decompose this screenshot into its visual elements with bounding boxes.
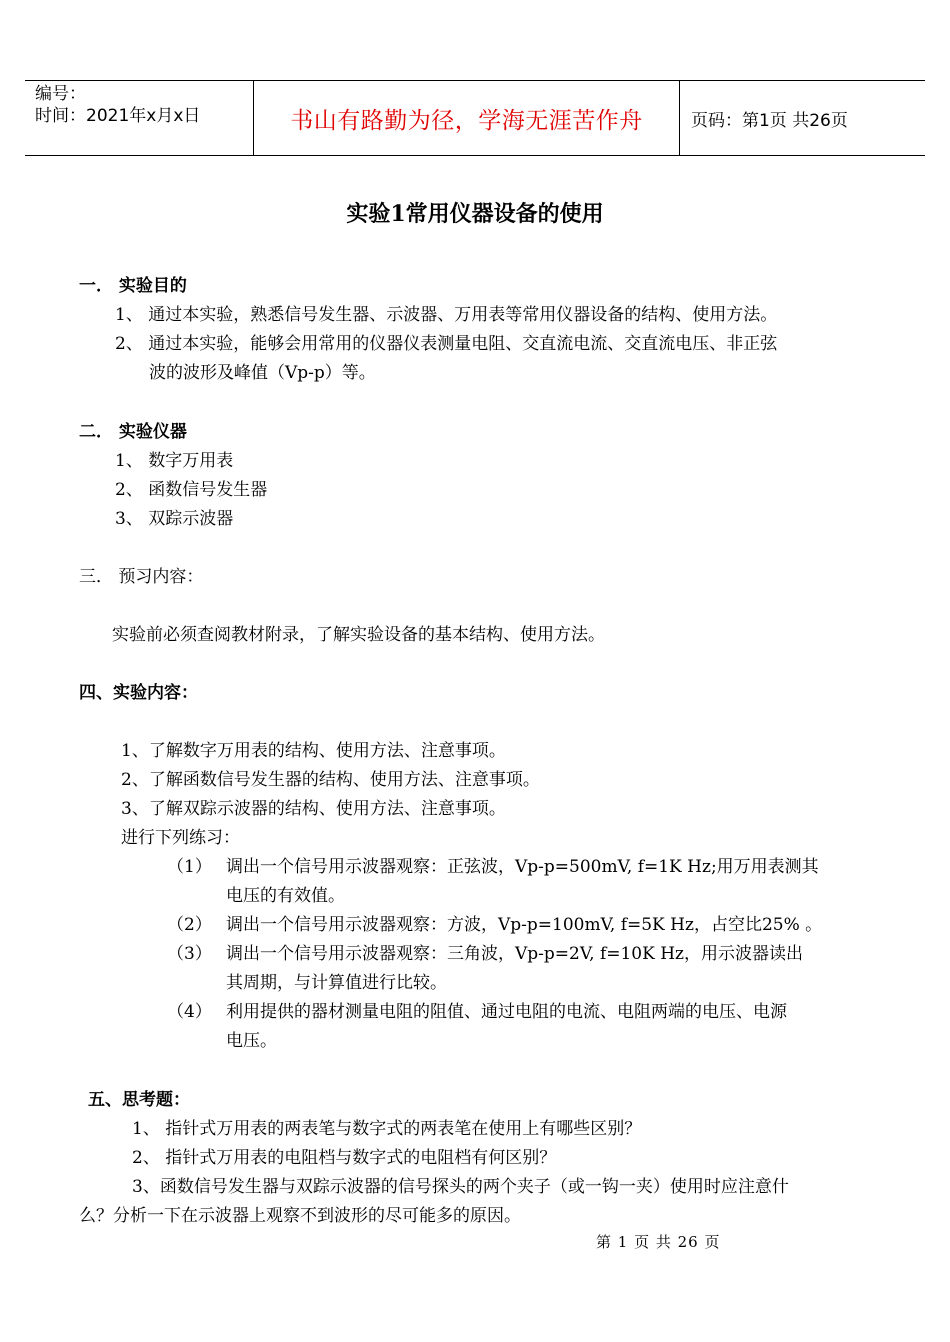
section4-heading: 四、实验内容： [79, 683, 198, 703]
section4-item-2: 2、了解函数信号发生器的结构、使用方法、注意事项。 [121, 770, 540, 790]
exercise-2-num: （2） [167, 915, 212, 935]
section2-heading: 二． 实验仪器 [79, 422, 187, 442]
header-meta [35, 83, 200, 127]
page-header [25, 80, 925, 156]
section1-heading: 一． 实验目的 [79, 276, 187, 296]
section4-practice-intro: 进行下列练习： [121, 828, 240, 848]
page-footer: 第 1 页 共 26 页 [596, 1233, 721, 1251]
section5-item-2: 2、 指针式万用表的电阻档与数字式的电阻档有何区别？ [132, 1148, 557, 1168]
section4-item-1: 1、了解数字万用表的结构、使用方法、注意事项。 [121, 741, 506, 761]
exercise-4-line2: 电压。 [226, 1031, 277, 1051]
time-label: 时间：2021年x月x日 [35, 106, 201, 126]
header-bottom-rule [25, 155, 925, 156]
exercise-3-line1: 调出一个信号用示波器观察：三角波，Vp-p=2V, f=10K Hz，用示波器读出 [226, 944, 804, 964]
section5-heading: 五、思考题： [88, 1090, 190, 1110]
header-divider-right [679, 80, 680, 156]
section3-heading [79, 566, 203, 588]
exercise-1-line1: 调出一个信号用示波器观察：正弦波，Vp-p=500mV, f=1K Hz;用万用表测其 [226, 857, 819, 877]
exercise-3-num: （3） [167, 944, 212, 964]
exercise-4-line1: 利用提供的器材测量电阻的阻值、通过电阻的电流、电阻两端的电压、电源 [226, 1002, 787, 1022]
number-label: 编号： [35, 84, 86, 104]
section3-text: 实验前必须查阅教材附录，了解实验设备的基本结构、使用方法。 [112, 625, 605, 645]
header-top-rule [25, 80, 925, 81]
section5-item-1: 1、 指针式万用表的两表笔与数字式的两表笔在使用上有哪些区别？ [132, 1119, 642, 1139]
section1-item-2: 2、 通过本实验，能够会用常用的仪器仪表测量电阻、交直流电流、交直流电压、非正弦 [115, 334, 778, 354]
header-motto: 书山有路勤为径，学海无涯苦作舟 [290, 108, 643, 134]
section5-item-3-cont: 么？分析一下在示波器上观察不到波形的尽可能多的原因。 [79, 1206, 521, 1226]
section1-item-1: 1、 通过本实验，熟悉信号发生器、示波器、万用表等常用仪器设备的结构、使用方法。 [115, 305, 778, 325]
document-title: 实验1常用仪器设备的使用 [346, 201, 604, 227]
section2-item-1: 1、 数字万用表 [115, 451, 234, 471]
exercise-3-line2: 其周期，与计算值进行比较。 [226, 973, 447, 993]
section4-item-3: 3、了解双踪示波器的结构、使用方法、注意事项。 [121, 799, 506, 819]
section5-item-3: 3、函数信号发生器与双踪示波器的信号探头的两个夹子（或一钩一夹）使用时应注意什 [132, 1177, 789, 1197]
exercise-4-num: （4） [167, 1002, 212, 1022]
section1-item-2-cont: 波的波形及峰值（Vp-p）等。 [149, 363, 376, 383]
section2-item-3: 3、 双踪示波器 [115, 509, 234, 529]
exercise-2-line1: 调出一个信号用示波器观察：方波，Vp-p=100mV, f=5K Hz，占空比25% 。 [226, 915, 823, 935]
exercise-1-line2: 电压的有效值。 [226, 886, 345, 906]
header-page-info: 页码：第1页 共26页 [691, 111, 848, 131]
section2-item-2: 2、 函数信号发生器 [115, 480, 268, 500]
exercise-1-num: （1） [167, 857, 212, 877]
section3-heading-text: 三． 预习内容： [79, 567, 204, 587]
